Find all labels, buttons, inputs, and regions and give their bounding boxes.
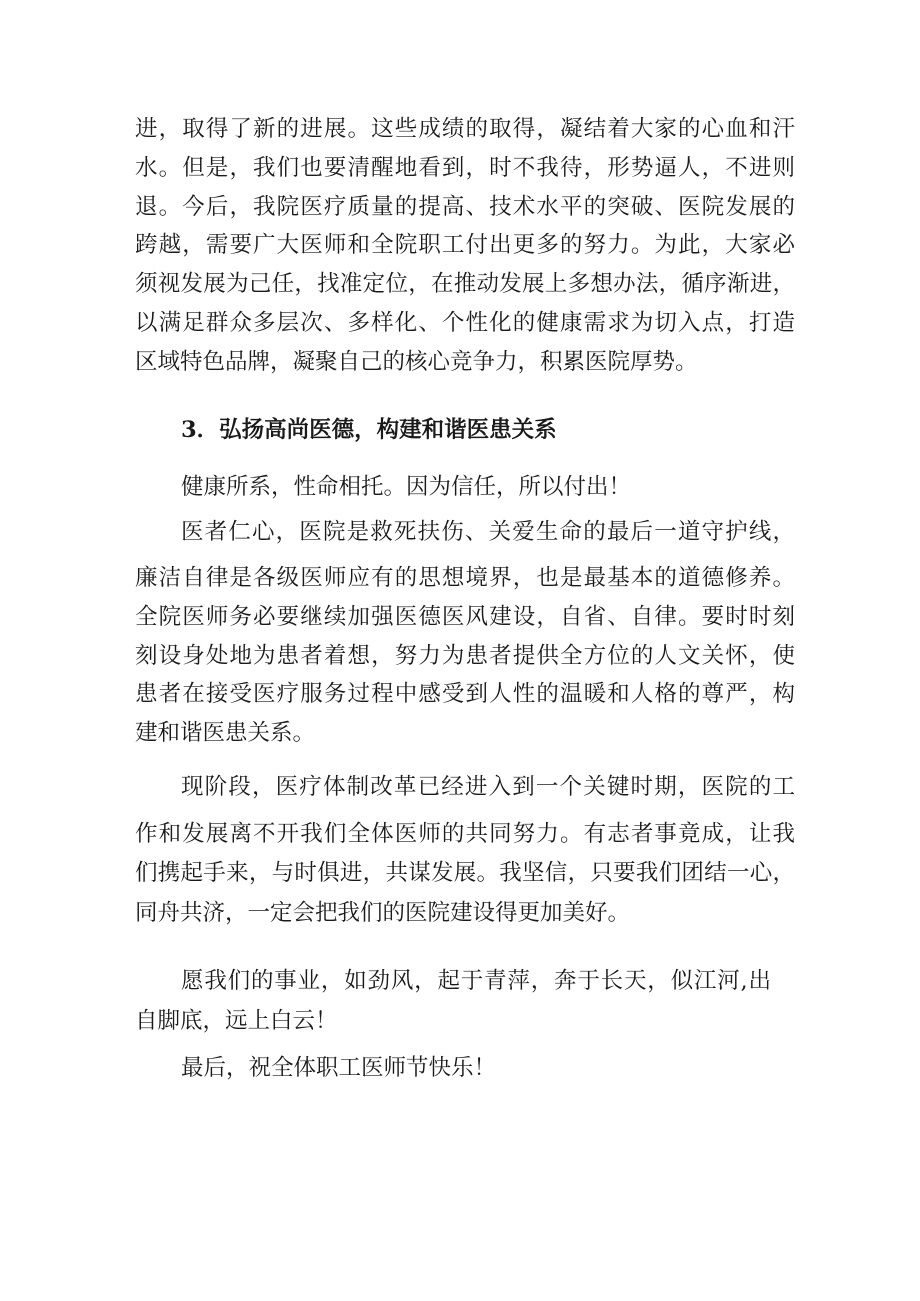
paragraph-1-line-2: 水。但是，我们也要清醒地看到，时不我待，形势逼人，不进则 [135,155,795,181]
paragraph-1-line-7: 区域特色品牌，凝聚自己的核心竞争力，积累医院厚势。 [135,349,698,375]
paragraph-4-line-1: 现阶段，医疗体制改革已经进入到一个关键时期，医院的工 [181,774,795,800]
paragraph-3-line-2: 廉洁自律是各级医师应有的思想境界，也是最基本的道德修养。 [135,565,795,591]
paragraph-3-line-3: 全院医师务必要继续加强医德医风建设，自省、自律。要时时刻 [135,604,795,630]
paragraph-1-line-1: 进，取得了新的进展。这些成绩的取得，凝结着大家的心血和汗 [135,116,795,142]
paragraph-4-line-3: 们携起手来，与时俱进，共谋发展。我坚信，只要我们团结一心， [135,860,795,886]
paragraph-3-line-6: 建和谐医患关系。 [135,720,316,746]
paragraph-3-line-1: 医者仁心，医院是救死扶伤、关爱生命的最后一道守护线， [181,519,795,545]
section-heading-3: 3．弘扬高尚医德，构建和谐医患关系 [181,417,557,443]
paragraph-4-line-2: 作和发展离不开我们全体医师的共同努力。有志者事竟成，让我 [135,821,795,847]
paragraph-6: 最后，祝全体职工医师节快乐！ [181,1055,497,1081]
paragraph-1-line-6: 以满足群众多层次、多样化、个性化的健康需求为切入点，打造 [135,310,795,336]
paragraph-5-line-1: 愿我们的事业，如劲风，起于青萍，奔于长天，似江河,出 [181,968,771,994]
paragraph-2: 健康所系，性命相托。因为信任，所以付出！ [181,474,632,500]
paragraph-3-line-5: 患者在接受医疗服务过程中感受到人性的温暖和人格的尊严，构 [135,681,795,707]
paragraph-3-line-4: 刻设身处地为患者着想，努力为患者提供全方位的人文关怀，使 [135,643,795,669]
paragraph-1-line-3: 退。今后，我院医疗质量的提高、技术水平的突破、医院发展的 [135,194,795,220]
paragraph-4-line-4: 同舟共济，一定会把我们的医院建设得更加美好。 [135,900,631,926]
paragraph-1-line-5: 须视发展为己任，找准定位，在推动发展上多想办法，循序渐进， [135,271,795,297]
paragraph-5-line-2: 自脚底，远上白云！ [135,1008,338,1034]
paragraph-1-line-4: 跨越，需要广大医师和全院职工付出更多的努力。为此，大家必 [135,232,795,258]
